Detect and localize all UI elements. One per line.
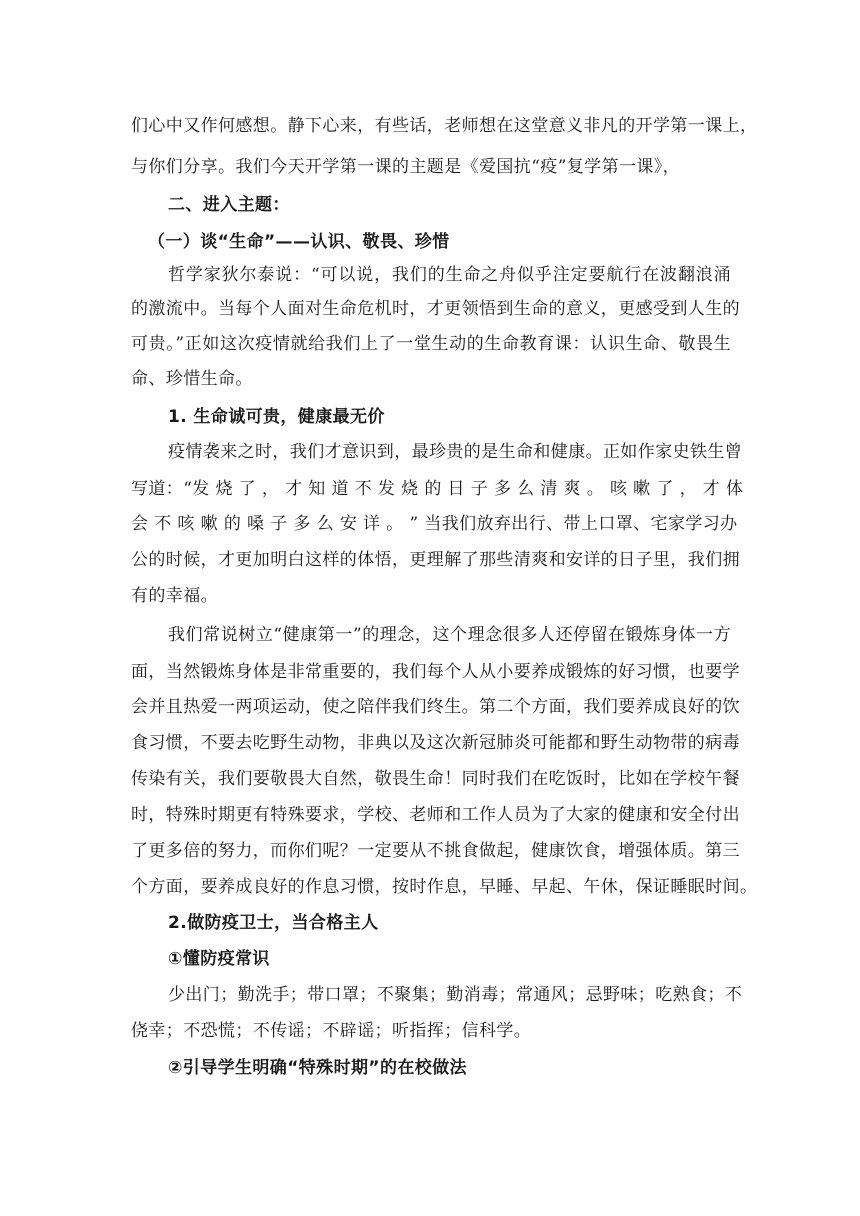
point-heading: 1. 生命诚可贵，健康最无价 [168, 407, 385, 427]
paragraph-line: 公的时候，才更加明白这样的体悟，更理解了那些清爽和安详的日子里，我们拥 [131, 550, 740, 570]
paragraph-line: 时，特殊时期更有特殊要求，学校、老师和工作人员为了大家的健康和安全付出 [131, 805, 740, 825]
sub-point-heading: ②引导学生明确“特殊时期”的在校做法 [168, 1058, 467, 1078]
paragraph-line: 命、珍惜生命。 [131, 369, 253, 389]
paragraph-line: 有的幸福。 [131, 586, 218, 606]
paragraph-line: 疫情袭来之时，我们才意识到，最珍贵的是生命和健康。正如作家史铁生曾 [168, 442, 743, 462]
paragraph-line: 我们常说树立“健康第一”的理念，这个理念很多人还停留在锻炼身体一方 [168, 625, 731, 645]
paragraph-line: 了更多倍的努力，而你们呢？一定要从不挑食做起，健康饮食，增强体质。第三 [131, 841, 740, 861]
paragraph-line: 传染有关，我们要敬畏大自然，敬畏生命！同时我们在吃饭时，比如在学校午餐 [131, 769, 740, 789]
paragraph-line: 可贵。”正如这次疫情就给我们上了一堂生动的生命教育课：认识生命、敬畏生 [131, 334, 731, 354]
paragraph-line: 面，当然锻炼身体是非常重要的，我们每个人从小要养成锻炼的好习惯，也要学 [131, 662, 740, 682]
sub-point-heading: ①懂防疫常识 [168, 949, 270, 969]
subsection-heading: （一）谈“生命”——认识、敬畏、珍惜 [148, 232, 450, 252]
paragraph-line: 写道：“发 烧 了 ， 才 知 道 不 发 烧 的 日 子 多 么 清 爽 。 咳 嗽 了 ， 才 体 [131, 479, 744, 499]
paragraph-line: 少出门；勤洗手；带口罩；不聚集；勤消毒；常通风；忌野味；吃熟食；不 [168, 985, 743, 1005]
paragraph-line: 们心中又作何感想。静下心来，有些话，老师想在这堂意义非凡的开学第一课上， [131, 116, 758, 136]
paragraph-line: 哲学家狄尔泰说：“可以说，我们的生命之舟似乎注定要航行在波翻浪涌 [168, 265, 731, 285]
paragraph-line: 会 不 咳 嗽 的 嗓 子 多 么 安 详 。 ” 当我们放弃出行、带上口罩、宅家学习办 [131, 514, 738, 534]
paragraph-line: 与你们分享。我们今天开学第一课的主题是《爱国抗“疫”复学第一课》， [131, 157, 681, 177]
paragraph-line: 的激流中。当每个人面对生命危机时，才更领悟到生命的意义，更感受到人生的 [131, 299, 740, 319]
paragraph-line: 个方面，要养成良好的作息习惯，按时作息，早睡、早起、午休，保证睡眠时间。 [131, 877, 758, 897]
paragraph-line: 侥幸；不恐慌；不传谣；不辟谣；听指挥；信科学。 [131, 1021, 532, 1041]
paragraph-line: 食习惯，不要去吃野生动物，非典以及这次新冠肺炎可能都和野生动物带的病毒 [131, 733, 740, 753]
paragraph-line: 会并且热爱一两项运动，使之陪伴我们终生。第二个方面，我们要养成良好的饮 [131, 697, 740, 717]
point-heading: 2.做防疫卫士，当合格主人 [168, 913, 379, 933]
section-heading: 二、进入主题： [168, 195, 290, 215]
